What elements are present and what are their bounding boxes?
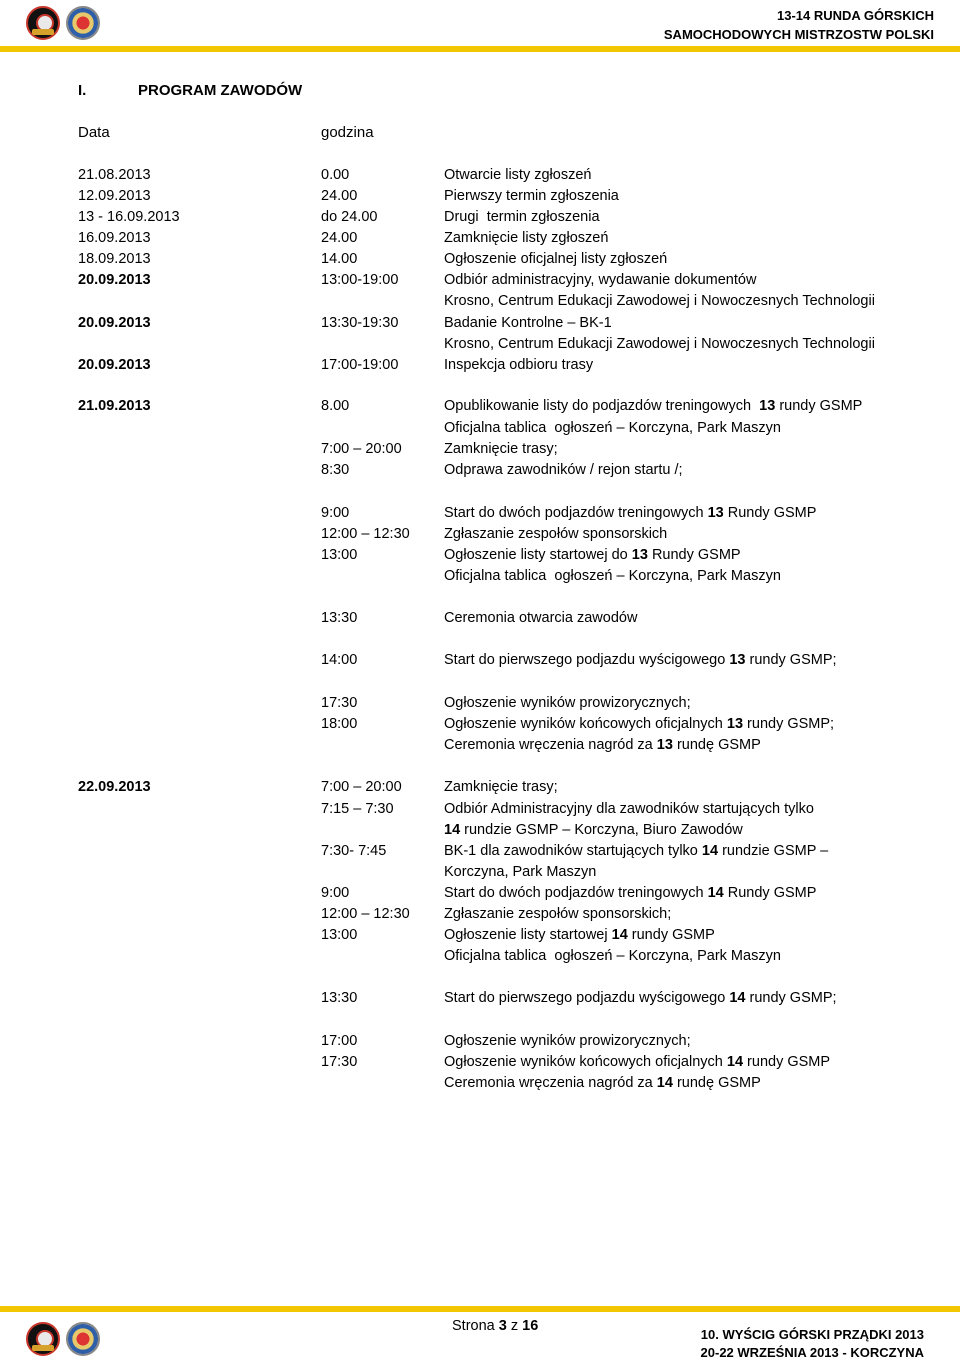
event-text-suffix: rundy GSMP;: [745, 652, 837, 668]
row-time: 7:00 – 20:00: [321, 441, 402, 457]
row-time: 12:00 – 12:30: [321, 526, 410, 542]
event-text: BK-1 dla zawodników startujących tylko: [444, 843, 702, 859]
club-crest-icon: [66, 6, 100, 40]
row-date: 21.09.2013: [78, 398, 151, 414]
row-time: 14:00: [321, 652, 358, 668]
row-event: [444, 1073, 761, 1094]
row-event: [444, 693, 691, 714]
section-title: [78, 82, 302, 99]
page-mid: z: [506, 1318, 523, 1334]
row-event: [444, 735, 761, 756]
round-number: 13: [631, 547, 648, 563]
row-event: [444, 228, 608, 249]
event-text-suffix: Rundy GSMP: [723, 505, 817, 521]
event-text: Odprawa zawodników / rejon startu /;: [444, 462, 683, 478]
footer-title-line1: 10. WYŚCIG GÓRSKI PRZĄDKI 2013: [700, 1327, 924, 1342]
pzm-logo-icon: [26, 1322, 60, 1356]
row-event: [444, 545, 741, 566]
event-text: Oficjalna tablica ogłoszeń – Korczyna, Park Maszyn: [444, 420, 781, 436]
event-text: Oficjalna tablica ogłoszeń – Korczyna, Park Maszyn: [444, 948, 781, 964]
round-number: 14: [444, 822, 461, 838]
row-time: 13:00-19:00: [321, 272, 399, 288]
event-text-suffix: rundę GSMP: [672, 1075, 761, 1091]
event-text-suffix: rundy GSMP: [775, 398, 863, 414]
row-time: 24.00: [321, 230, 358, 246]
row-time: 9:00: [321, 505, 350, 521]
footer-divider: [0, 1306, 960, 1312]
row-date: 20.09.2013: [78, 315, 151, 331]
round-number: 13: [656, 737, 673, 753]
event-text: Opublikowanie listy do podjazdów treningowych: [444, 398, 760, 414]
header-title-line1: 13-14 RUNDA GÓRSKICH: [777, 8, 934, 23]
event-text-suffix: rundy GSMP;: [743, 716, 835, 732]
row-event: [444, 904, 671, 925]
event-text: Zamknięcie trasy;: [444, 441, 558, 457]
round-number: 13: [707, 505, 724, 521]
round-number: 14: [726, 1054, 744, 1070]
row-time: 9:00: [321, 885, 350, 901]
row-date: 13 - 16.09.2013: [78, 209, 180, 225]
row-time: 7:15 – 7:30: [321, 801, 394, 817]
round-number: 14: [729, 990, 746, 1006]
row-event: [444, 439, 558, 460]
row-event: [444, 460, 683, 481]
round-number: 14: [701, 843, 719, 859]
row-time: 8:30: [321, 462, 350, 478]
row-time: 7:30- 7:45: [321, 843, 387, 859]
event-text: Zgłaszanie zespołów sponsorskich;: [444, 906, 672, 922]
row-time: 12:00 – 12:30: [321, 906, 410, 922]
header-title-line2: SAMOCHODOWYCH MISTRZOSTW POLSKI: [663, 27, 934, 42]
event-text-suffix: rundzie GSMP – Korczyna, Biuro Zawodów: [460, 822, 743, 838]
row-event: [444, 714, 834, 735]
row-time: 13:00: [321, 927, 358, 943]
event-text: Krosno, Centrum Edukacji Zawodowej i Nowoczesnych Technologii: [444, 293, 875, 309]
event-text: Odbiór administracyjny, wydawanie dokumentów: [444, 272, 757, 288]
row-event: [444, 988, 837, 1009]
row-time: 14.00: [321, 251, 358, 267]
row-time: 13:00: [321, 547, 358, 563]
event-text-suffix: rundy GSMP;: [745, 990, 837, 1006]
row-event: [444, 1052, 830, 1073]
row-event: [444, 777, 558, 798]
row-event: [444, 418, 781, 439]
row-event: [444, 524, 667, 545]
row-time: 18:00: [321, 716, 358, 732]
event-text: Zamknięcie listy zgłoszeń: [444, 230, 609, 246]
row-date: 16.09.2013: [78, 230, 151, 246]
event-text-suffix: rundzie GSMP –: [718, 843, 829, 859]
row-time: do 24.00: [321, 209, 378, 225]
section-title-text: PROGRAM ZAWODÓW: [138, 82, 303, 99]
event-text: Drugi termin zgłoszenia: [444, 209, 600, 225]
round-number: 13: [759, 398, 776, 414]
event-text: Ceremonia wręczenia nagród za: [444, 737, 657, 753]
row-time: 17:30: [321, 1054, 358, 1070]
row-event: [444, 207, 600, 228]
row-time: 13:30: [321, 990, 358, 1006]
event-text-suffix: rundy GSMP: [627, 927, 715, 943]
round-number: 14: [611, 927, 628, 943]
row-event: [444, 566, 781, 587]
header-divider: [0, 46, 960, 52]
event-text: Inspekcja odbioru trasy: [444, 357, 594, 373]
event-text: Ogłoszenie wyników końcowych oficjalnych: [444, 1054, 727, 1070]
page-total: 16: [522, 1318, 539, 1334]
row-event: [444, 503, 816, 524]
footer-title-line2: 20-22 WRZEŚNIA 2013 - KORCZYNA: [700, 1345, 924, 1360]
row-time: 13:30-19:30: [321, 315, 399, 331]
event-text: Otwarcie listy zgłoszeń: [444, 167, 592, 183]
row-event: [444, 925, 715, 946]
round-number: 14: [656, 1075, 673, 1091]
event-text: Ogłoszenie wyników prowizorycznych;: [444, 695, 691, 711]
row-time: 17:30: [321, 695, 358, 711]
row-time: 0.00: [321, 167, 350, 183]
round-number: 13: [729, 652, 746, 668]
page-prefix: Strona: [452, 1318, 499, 1334]
event-text-suffix: Rundy GSMP: [647, 547, 741, 563]
event-text: Ogłoszenie wyników prowizorycznych;: [444, 1033, 691, 1049]
footer-title: [701, 1326, 924, 1362]
row-date: 20.09.2013: [78, 272, 151, 288]
event-text: Start do dwóch podjazdów treningowych: [444, 885, 708, 901]
row-event: [444, 1031, 691, 1052]
event-text: Badanie Kontrolne – BK-1: [444, 315, 612, 331]
club-crest-icon: [66, 1322, 100, 1356]
row-date: 21.08.2013: [78, 167, 151, 183]
event-text: Ogłoszenie wyników końcowych oficjalnych: [444, 716, 727, 732]
page-current: 3: [498, 1318, 507, 1334]
row-event: [444, 249, 667, 270]
event-text-suffix: rundę GSMP: [672, 737, 761, 753]
event-text: Ogłoszenie listy startowej do: [444, 547, 632, 563]
row-date: 20.09.2013: [78, 357, 151, 373]
row-event: [444, 291, 875, 312]
row-event: [444, 799, 814, 820]
row-time: 24.00: [321, 188, 358, 204]
row-time: 17:00-19:00: [321, 357, 399, 373]
row-time: 8.00: [321, 398, 350, 414]
row-event: [444, 650, 837, 671]
event-text: Odbiór Administracyjny dla zawodników startujących tylko: [444, 801, 814, 817]
round-number: 14: [707, 885, 724, 901]
row-event: [444, 862, 596, 883]
event-text: Start do pierwszego podjazdu wyścigowego: [444, 652, 730, 668]
event-text: Start do dwóch podjazdów treningowych: [444, 505, 708, 521]
event-text: Ceremonia wręczenia nagród za: [444, 1075, 657, 1091]
row-time: 17:00: [321, 1033, 358, 1049]
event-text: Korczyna, Park Maszyn: [444, 864, 597, 880]
row-event: [444, 841, 828, 862]
row-event: [444, 334, 875, 355]
event-text: Oficjalna tablica ogłoszeń – Korczyna, Park Maszyn: [444, 568, 781, 584]
event-text: Zamknięcie trasy;: [444, 779, 558, 795]
event-text-suffix: rundy GSMP: [743, 1054, 831, 1070]
event-text: Start do pierwszego podjazdu wyścigowego: [444, 990, 730, 1006]
row-event: [444, 820, 743, 841]
round-number: 13: [726, 716, 744, 732]
header-title: [664, 6, 934, 44]
section-number: I.: [78, 82, 87, 99]
event-text: Zgłaszanie zespołów sponsorskich: [444, 526, 668, 542]
event-text: Ogłoszenie oficjalnej listy zgłoszeń: [444, 251, 668, 267]
row-time: 13:30: [321, 610, 358, 626]
row-date: 18.09.2013: [78, 251, 151, 267]
row-date: 22.09.2013: [78, 779, 151, 795]
row-event: [444, 355, 593, 376]
row-event: [444, 270, 756, 291]
row-event: [444, 313, 612, 334]
page-number: [452, 1318, 538, 1334]
row-event: [444, 165, 591, 186]
pzm-logo-icon: [26, 6, 60, 40]
row-event: [444, 396, 862, 417]
row-time: 7:00 – 20:00: [321, 779, 402, 795]
event-text: Krosno, Centrum Edukacji Zawodowej i Nowoczesnych Technologii: [444, 336, 875, 352]
event-text: Pierwszy termin zgłoszenia: [444, 188, 619, 204]
row-event: [444, 883, 816, 904]
row-date: 12.09.2013: [78, 188, 151, 204]
column-header-time: godzina: [321, 124, 374, 141]
row-event: [444, 186, 619, 207]
event-text-suffix: Rundy GSMP: [723, 885, 817, 901]
event-text: Ogłoszenie listy startowej: [444, 927, 612, 943]
event-text: Ceremonia otwarcia zawodów: [444, 610, 638, 626]
row-event: [444, 608, 637, 629]
column-header-date: Data: [78, 124, 110, 141]
row-event: [444, 946, 781, 967]
